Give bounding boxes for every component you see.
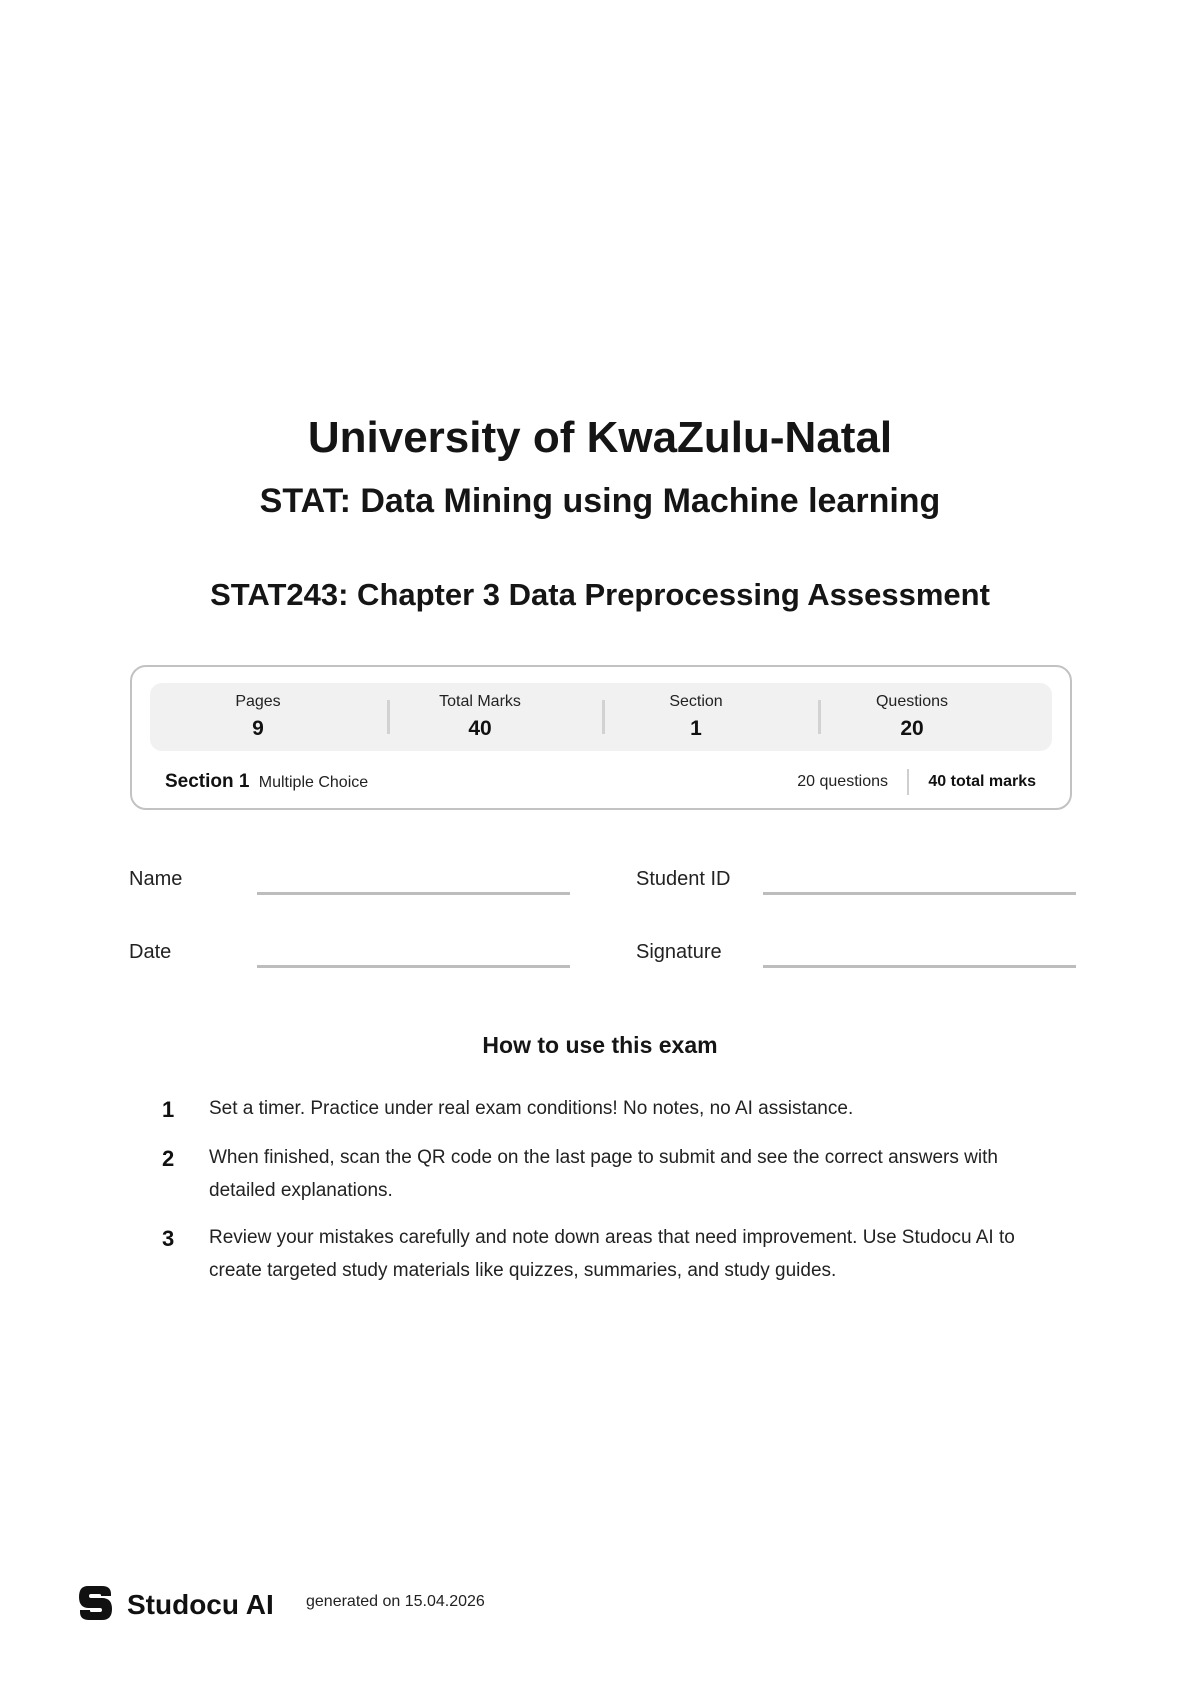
stat-section bbox=[588, 683, 804, 751]
student-id-label: Student ID bbox=[636, 868, 731, 890]
generated-date: generated on 15.04.2026 bbox=[306, 1593, 485, 1610]
stat-pages-value: 9 bbox=[252, 717, 264, 740]
step-number: 2 bbox=[162, 1146, 175, 1171]
section-divider bbox=[907, 769, 909, 795]
studocu-logo-icon bbox=[78, 1584, 114, 1622]
university-title: University of KwaZulu-Natal bbox=[307, 413, 893, 462]
section-type: Multiple Choice bbox=[258, 774, 369, 791]
exam-title: STAT243: Chapter 3 Data Preprocessing Assessment bbox=[210, 577, 990, 612]
student-id-field[interactable] bbox=[763, 892, 1076, 895]
stat-questions-value: 20 bbox=[900, 717, 924, 740]
brand-name: Studocu AI bbox=[127, 1589, 274, 1620]
stat-questions-label: Questions bbox=[875, 693, 949, 710]
course-title: STAT: Data Mining using Machine learning bbox=[259, 482, 941, 520]
step-number: 1 bbox=[162, 1097, 175, 1122]
stat-total-marks-value: 40 bbox=[468, 717, 492, 740]
step-text: Review your mistakes carefully and note down areas that need improvement. Use Studocu AI to create targeted study materials like quizzes, summaries, and study guides. bbox=[209, 1227, 1015, 1281]
stat-section-value: 1 bbox=[690, 717, 702, 740]
stat-total-marks bbox=[372, 683, 588, 751]
instructions-title: How to use this exam bbox=[482, 1032, 718, 1058]
signature-label: Signature bbox=[636, 941, 722, 963]
section-row bbox=[165, 771, 368, 793]
section-total-marks: 40 total marks bbox=[928, 773, 1036, 790]
stat-total-marks-label: Total Marks bbox=[439, 693, 521, 710]
exam-summary-box bbox=[130, 665, 1072, 810]
date-label: Date bbox=[129, 941, 172, 963]
stats-bar bbox=[150, 683, 1052, 751]
stat-pages bbox=[150, 683, 366, 751]
date-field[interactable] bbox=[257, 965, 570, 968]
stat-pages-label: Pages bbox=[235, 693, 281, 710]
step-text: When finished, scan the QR code on the last page to submit and see the correct answers with detailed explanations. bbox=[209, 1147, 998, 1201]
signature-field[interactable] bbox=[763, 965, 1076, 968]
name-label: Name bbox=[129, 868, 183, 890]
name-field[interactable] bbox=[257, 892, 570, 895]
step-text: Set a timer. Practice under real exam conditions! No notes, no AI assistance. bbox=[209, 1098, 854, 1119]
stat-questions bbox=[804, 683, 1020, 751]
section-name: Section 1 bbox=[165, 771, 250, 792]
stat-section-label: Section bbox=[669, 693, 723, 710]
step-number: 3 bbox=[162, 1226, 175, 1251]
section-question-count: 20 questions bbox=[797, 773, 888, 790]
